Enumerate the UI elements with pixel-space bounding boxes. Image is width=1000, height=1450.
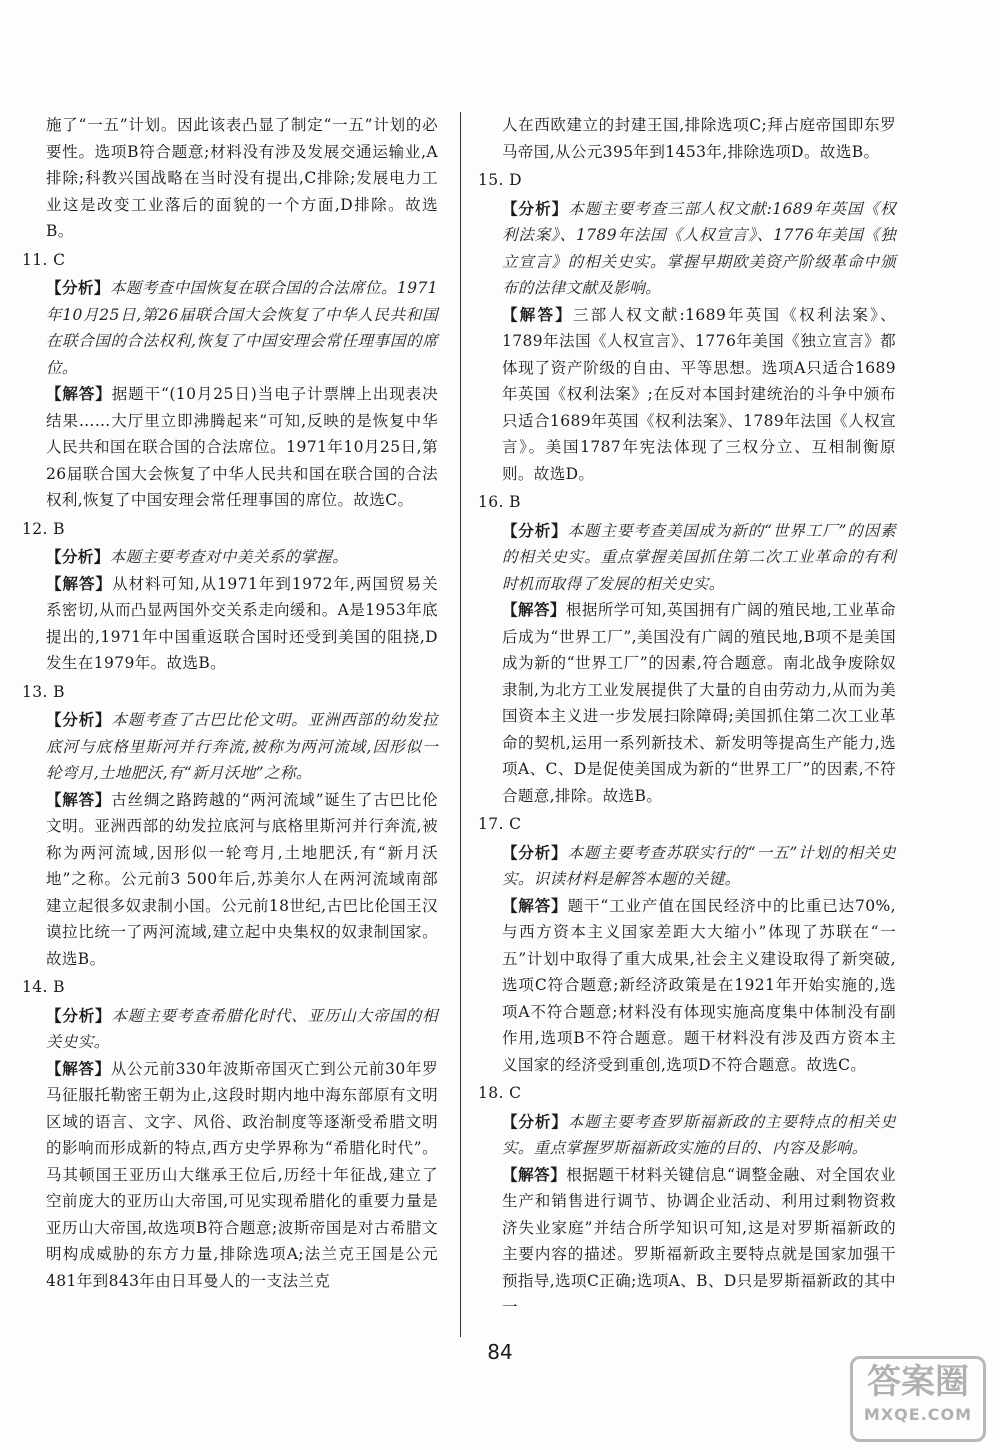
analysis-text: 本题主要考查对中美关系的掌握。 [109, 548, 349, 566]
left-column [22, 112, 439, 1294]
analysis-paragraph [28, 275, 438, 381]
question-number: 14. B [22, 978, 65, 996]
analysis-paragraph [28, 1003, 438, 1056]
answer-paragraph [28, 1056, 438, 1295]
analysis-text: 本题考查中国恢复在联合国的合法席位。1971年10月25日,第26届联合国大会恢复了中华人民共和国在联合国的合法权利,恢复了中国安理会常任理事国的席位。 [46, 279, 438, 377]
question-number: 12. B [22, 519, 65, 538]
answer-label: 【解答】 [46, 1058, 111, 1078]
watermark-chinese: 答案圈 [867, 1362, 969, 1402]
answer-paragraph [484, 893, 896, 1079]
answer-paragraph [484, 302, 896, 488]
watermark-logo [850, 1356, 986, 1442]
question-number: 15. D [478, 171, 523, 189]
continued-text: 施了“一五”计划。因此该表凸显了制定“一五”计划的必要性。选项B符合题意;材料没有涉及发展交通运输业,A排除;科教兴国战略在当时没有提出,C排除;发展电力工业这是改变工业落后的面貌的一个方面,D排除。故选B。 [46, 116, 438, 240]
question-number: 16. B [478, 493, 521, 511]
question-number: 17. C [478, 815, 522, 833]
continued-text: 人在西欧建立的封建王国,排除选项C;拜占庭帝国即东罗马帝国,从公元395年到1453年,排除选项D。故选B。 [502, 116, 896, 161]
answer-label: 【解答】 [502, 304, 574, 324]
answer-text: 题干“工业产值在国民经济中的比重已达70%,与西方资本主义国家差距大大缩小”体现了苏联在“一五”计划中取得了重大成果,社会主义建设取得了新突破,选项C符合题意;新经济政策是在1921年开始实施的,选项A不符合题意;材料没有体现实施高度集中体制没有副作用,选项B不符合题意。题干材料没有涉及西方资本主义国家的经济受到重创,选项D不符合题意。故选C。 [502, 896, 896, 1074]
answer-paragraph [28, 787, 438, 973]
answer-label: 【解答】 [46, 573, 113, 593]
answer-label: 【解答】 [46, 789, 112, 809]
answer-text: 从公元前330年波斯帝国灭亡到公元前30年罗马征服托勒密王朝为止,这段时期内地中海东部原有文明区域的语言、文字、风俗、政治制度等逐渐受希腊文明的影响而形成新的特点,西方史学界称为“希腊化时代”。马其顿国王亚历山大继承王位后,历经十年征战,建立了空前庞大的亚历山大帝国,可见实现希腊化的重要力量是亚历山大帝国,故选项B符合题意;波斯帝国是对古希腊文明构成威胁的东方力量,排除选项A;法兰克王国是公元481年到843年由日耳曼人的一支法兰克 [46, 1059, 439, 1290]
answer-label: 【解答】 [502, 1164, 567, 1184]
answer-text: 根据所学可知,英国拥有广阔的殖民地,工业革命后成为“世界工厂”,美国没有广阔的殖民地,B项不是美国成为新的“世界工厂”的因素,符合题意。南北战争废除奴隶制,为北方工业发展提供了大量的自由劳动力,从而为美国资本主义进一步发展扫除障碍;美国抓住第二次工业革命的契机,运用一系列新技术、新发明等提高生产能力,选项A、C、D是促使美国成为新的“世界工厂”的因素,不符合题意,排除。故选B。 [502, 601, 897, 805]
analysis-text: 本题主要考查三部人权文献:1689年英国《权利法案》、1789年法国《人权宣言》、1776年美国《独立宣言》的相关史实。掌握早期欧美资产阶级革命中颁布的法律文献及影响。 [502, 199, 896, 297]
analysis-label: 【分析】 [502, 198, 569, 218]
analysis-paragraph [28, 544, 438, 571]
analysis-label: 【分析】 [502, 520, 568, 540]
analysis-label: 【分析】 [502, 1111, 568, 1131]
analysis-label: 【分析】 [46, 547, 110, 566]
answer-text: 古丝绸之路跨越的“两河流域”诞生了古巴比伦文明。亚洲西部的幼发拉底河与底格里斯河并行奔流,被称为两河流域,因形似一轮弯月,土地肥沃,有“新月沃地”之称。公元前3 500年后,苏美尔人在两河流域南部建立起很多奴隶制小国。公元前18世纪,古巴比伦国王汉谟拉比统一了两河流域,建立起中央集权的奴隶制国家。故选B。 [46, 790, 439, 968]
analysis-label: 【分析】 [502, 842, 568, 862]
analysis-paragraph [484, 196, 896, 302]
answer-paragraph [28, 381, 438, 514]
answer-text: 从材料可知,从1971年到1972年,两国贸易关系密切,从而凸显两国外交关系走向缓和。A是1953年底提出的,1971年中国重返联合国时还受到美国的阻挠,D发生在1979年。故选B。 [46, 574, 438, 672]
analysis-label: 【分析】 [46, 278, 110, 297]
answer-paragraph [484, 597, 896, 809]
question-number: 13. B [22, 682, 65, 701]
question-number: 18. C [478, 1084, 522, 1102]
answer-text: 三部人权文献:1689年英国《权利法案》、1789年法国《人权宣言》、1776年美国《独立宣言》都体现了资产阶级的自由、平等思想。选项A只适合1689年英国《权利法案》;在反对本国封建统治的斗争中颁布只适合1689年英国《权利法案》、1789年法国《人权宣言》。美国1787年宪法体现了三权分立、互相制衡原则。故选D。 [502, 305, 896, 483]
analysis-text: 本题主要考查罗斯福新政的主要特点的相关史实。重点掌握罗斯福新政实施的目的、内容及影响。 [502, 1112, 896, 1157]
analysis-label: 【分析】 [46, 1005, 112, 1025]
answer-paragraph [484, 1162, 896, 1321]
analysis-paragraph [484, 840, 896, 893]
column-divider [460, 112, 461, 1337]
question-number: 11. C [22, 250, 66, 269]
answer-label: 【解答】 [502, 895, 568, 915]
analysis-paragraph [484, 518, 896, 598]
answer-text: 据题干“(10月25日)当电子计票牌上出现表决结果……大厅里立即沸腾起来”可知,反映的是恢复中华人民共和国在联合国的合法席位。1971年10月25日,第26届联合国大会恢复了中华人民共和国在联合国的合法权利,恢复了中国安理会常任理事国的席位。故选C。 [46, 385, 438, 509]
analysis-text: 本题主要考查美国成为新的“世界工厂”的因素的相关史实。重点掌握美国抓住第二次工业革命的有利时机而取得了发展的相关史实。 [502, 521, 896, 593]
analysis-paragraph [484, 1109, 896, 1162]
analysis-text: 本题主要考查苏联实行的“一五”计划的相关史实。识读材料是解答本题的关键。 [502, 843, 896, 888]
analysis-paragraph [28, 707, 438, 787]
right-column [478, 112, 897, 1321]
answer-label: 【解答】 [46, 384, 112, 403]
answer-label: 【解答】 [502, 600, 566, 619]
page-number: 84 [487, 1340, 513, 1364]
answer-paragraph [28, 571, 438, 677]
analysis-label: 【分析】 [46, 710, 112, 729]
analysis-text: 本题主要考查希腊化时代、亚历山大帝国的相关史实。 [46, 1006, 438, 1051]
watermark-english: MXQE.COM [863, 1405, 973, 1424]
analysis-text: 本题考查了古巴比伦文明。亚洲西部的幼发拉底河与底格里斯河并行奔流,被称为两河流域,因形似一轮弯月,土地肥沃,有“新月沃地”之称。 [46, 711, 438, 782]
answer-text: 根据题干材料关键信息“调整金融、对全国农业生产和销售进行调节、协调企业活动、利用过剩物资救济失业家庭”并结合所学知识可知,这是对罗斯福新政的主要内容的描述。罗斯福新政主要特点就是国家加强干预指导,选项C正确;选项A、B、D只是罗斯福新政的其中一 [502, 1165, 896, 1316]
